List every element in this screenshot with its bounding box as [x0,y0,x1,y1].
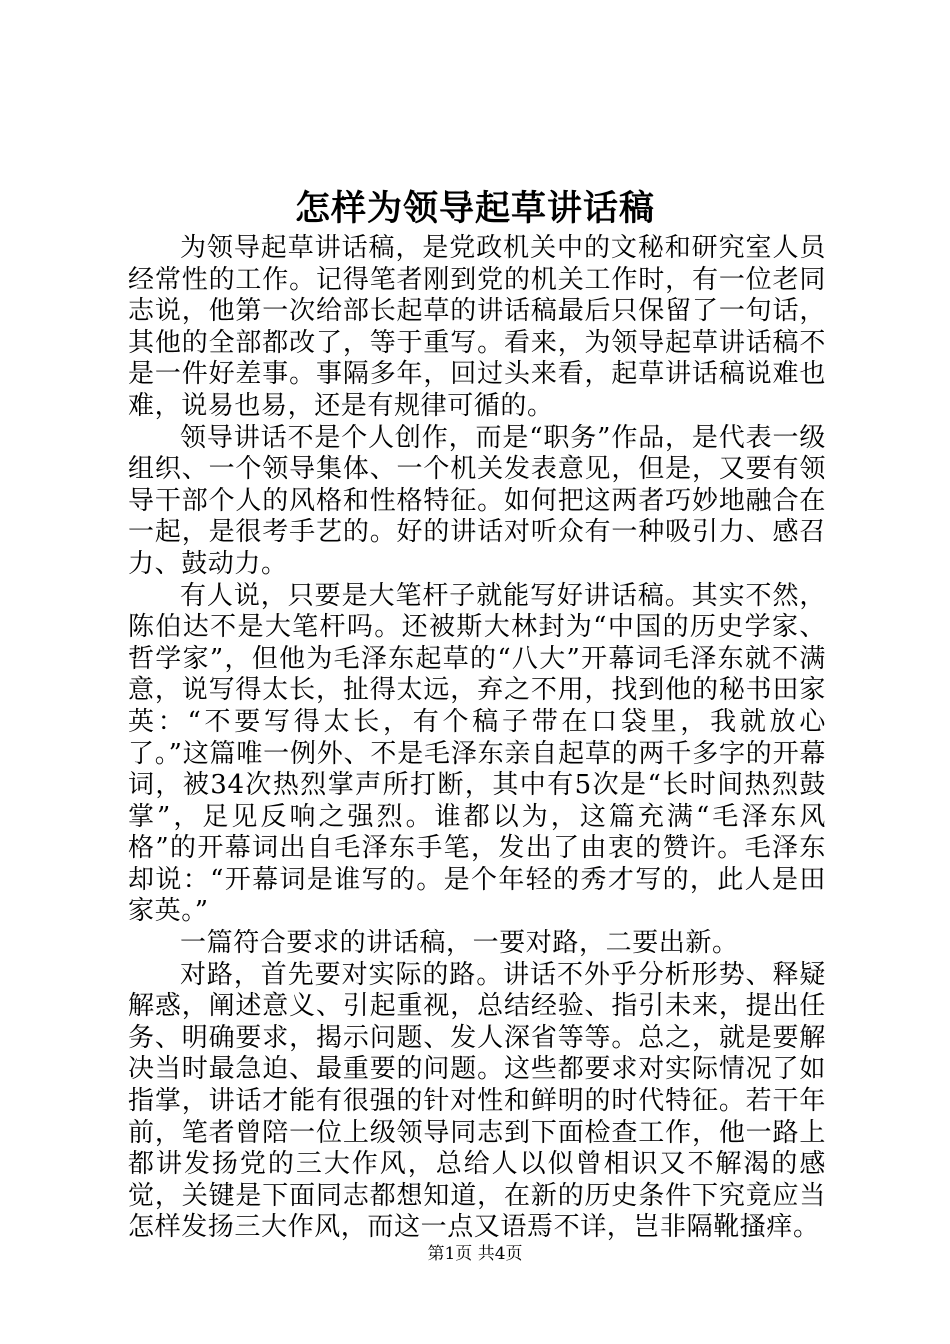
paragraph: 一篇符合要求的讲话稿，一要对路，二要出新。 [180,928,739,959]
paragraph: 领导讲话不是个人创作，而是“职务”作品，是代表一级组织、一个领导集体、一个机关发表意见，但是，又要有领导干部个人的风格和性格特征。如何把这两者巧妙地融合在一起，是很考手艺的。好的讲话对听众有一种吸引力、感召力、鼓动力。 [128,422,826,579]
page-footer: 第1页 共4页 [427,1244,523,1264]
paragraph: 对路，首先要对实际的路。讲话不外乎分析形势、释疑解惑，阐述意义、引起重视，总结经验、指引未来，提出任务、明确要求，揭示问题、发人深省等等。总之，就是要解决当时最急迫、最重要的问题。这些都要求对实际情况了如指掌，讲话才能有很强的针对性和鲜明的时代特征。若干年前，笔者曾陪一位上级领导同志到下面检查工作，他一路上都讲发扬党的三大作风，总给人以似曾相识又不解渴的感觉，关键是下面同志都想知道，在新的历史条件下究竟应当怎样发扬三大作风，而这一点又语焉不详，岂非隔靴搔痒。 [128,959,826,1243]
paragraph: 为领导起草讲话稿，是党政机关中的文秘和研究室人员经常性的工作。记得笔者刚到党的机关工作时，有一位老同志说，他第一次给部长起草的讲话稿最后只保留了一句话，其他的全部都改了，等于重写。看来，为领导起草讲话稿不是一件好差事。事隔多年，回过头来看，起草讲话稿说难也难，说易也易，还是有规律可循的。 [128,233,826,421]
document-title: 怎样为领导起草讲话稿 [294,188,655,229]
paragraph: 有人说，只要是大笔杆子就能写好讲话稿。其实不然，陈伯达不是大笔杆吗。还被斯大林封为“中国的历史学家、哲学家”，但他为毛泽东起草的“八大”开幕词毛泽东就不满意，说写得太长，扯得太远，弃之不用，找到他的秘书田家英：“不要写得太长，有个稿子带在口袋里，我就放心了。”这篇唯一例外、不是毛泽东亲自起草的两千多字的开幕词，被34次热烈掌声所打断，其中有5次是“长时间热烈鼓掌”，足见反响之强烈。谁都以为，这篇充满“毛泽东风格”的开幕词出自毛泽东手笔，发出了由衷的赞许。毛泽东却说：“开幕词是谁写的。是个年轻的秀才写的，此人是田家英。” [128,580,826,927]
document-body [128,233,826,1244]
